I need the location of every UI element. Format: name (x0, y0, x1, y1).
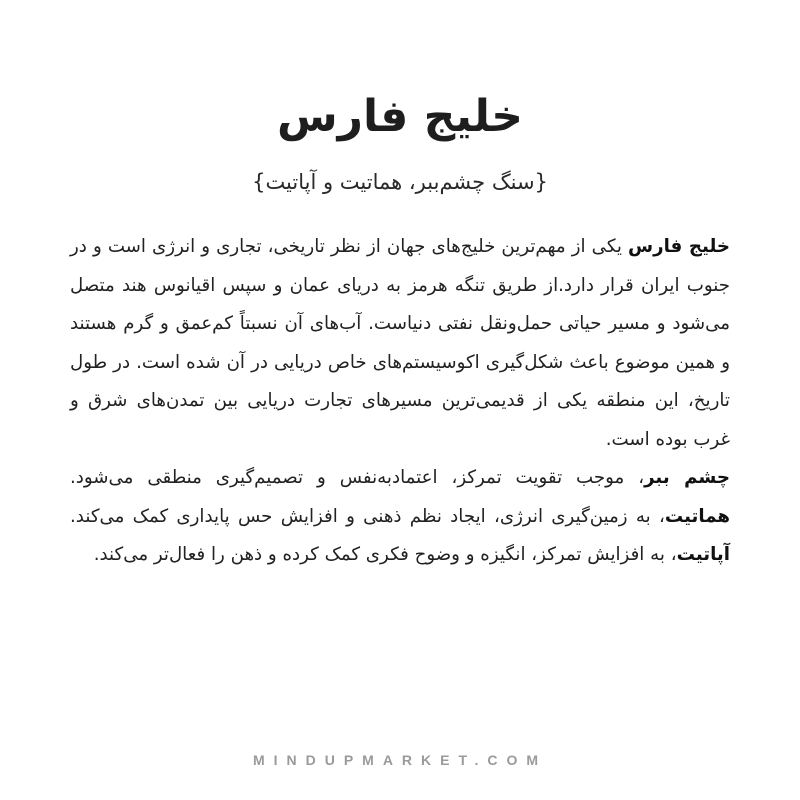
paragraph-text: یکی از مهم‌ترین خلیج‌های جهان از نظر تاریخی، تجاری و انرژی است و در جنوب ایران قرار دارد.از طریق تنگه هرمز به دریای عمان و سپس اقیانوس هند متصل می‌شود و مسیر حیاتی حمل‌ونقل نفتی دنیاست. آب‌های آن نسبتاً کم‌عمق و گرم هستند و همین موضوع باعث شکل‌گیری اکوسیستم‌های خاص دریایی در آن شده است. در طول تاریخ، این منطقه یکی از قدیمی‌ترین مسیرهای تجارت دریایی بین تمدن‌های شرق و غرب بوده است. (70, 236, 730, 450)
page-title: خلیج فارس (276, 91, 524, 142)
paragraph-persian-gulf (70, 228, 730, 459)
footer-website: MINDUPMARKET.COM (252, 752, 548, 768)
page-subtitle: {سنگ چشم‌ببر، هماتیت و آپاتیت} (252, 170, 548, 194)
bold-term-persian-gulf: خلیج فارس (628, 236, 730, 257)
bold-term-hematite: هماتیت (664, 505, 730, 527)
paragraph-text: ، موجب تقویت تمرکز، اعتمادبه‌نفس و تصمیم‌گیری منطقی می‌شود. (70, 467, 645, 488)
body-text (70, 228, 730, 575)
bold-term-apatite: آپاتیت (676, 544, 730, 565)
paragraph-stones (70, 459, 730, 575)
bold-term-tiger-eye: چشم ببر (644, 467, 730, 488)
paragraph-text: ، به افزایش تمرکز، انگیزه و وضوح فکری کمک کرده و ذهن را فعال‌تر می‌کند. (93, 544, 677, 565)
paragraph-text: ، به زمین‌گیری انرژی، ایجاد نظم ذهنی و افزایش حس پایداری کمک می‌کند. (70, 505, 665, 527)
